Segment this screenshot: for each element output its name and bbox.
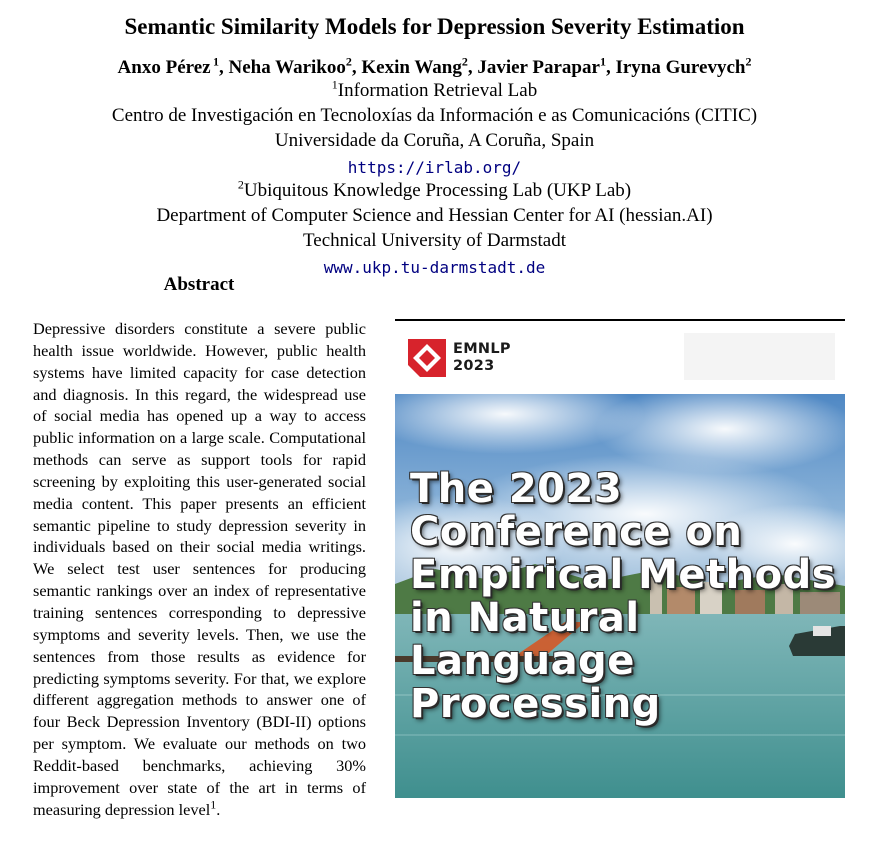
affiliation-1-line2: Centro de Investigación en Tecnoloxías da Información e as Comunicacións (CITIC) bbox=[111, 105, 758, 126]
author-list: Anxo Pérez $^1$, Neha Warikoo$^2$, Kexin Wang$^2$, Javier Parapar$^1$, Iryna Gurevych$^2$ bbox=[117, 54, 752, 78]
emnlp-logo-text: EMNLP 2023 bbox=[453, 341, 511, 374]
author-name: Kexin Wang bbox=[361, 57, 462, 78]
abstract-body-text: Depressive disorders constitute a severe public health issue worldwide. However, public health systems have limited capacity for case detection and diagnosis. In this regard, the widespread use of social media has opened up a way to access public information on a large scale. Computational methods can serve as support tools for rapid screening by exploiting this user-generated social media content. This paper presents an efficient semantic pipeline to study depression severity in individuals based on their social media writings. We select test user sentences for producing semantic rankings over an index of representative training sentences corresponding to depressive symptoms and severity levels. Then, we use the sentences from those results as evidence for predicting symptoms severity. For that, we explore different aggregation methods to answer one of four Beck Depression Inventory (BDI-II) options per symptom. We evaluate our methods on two Reddit-based benchmarks, achieving 30% improvement over state of the art in terms of measuring depression level bbox=[33, 319, 366, 819]
affiliation-2-name: $^2$Ubiquitous Knowledge Processing Lab (UKP Lab) bbox=[237, 177, 632, 201]
author-affiliation-marker: 2 bbox=[461, 54, 468, 69]
author-name: Neha Warikoo bbox=[228, 57, 346, 78]
affiliation-2-marker: 2 bbox=[237, 177, 244, 192]
affiliation-1-url[interactable]: https://irlab.org/ bbox=[347, 158, 522, 177]
author-affiliation-marker: 1 bbox=[210, 54, 219, 69]
author-affiliation-marker: 2 bbox=[345, 54, 352, 69]
logo-placeholder-box bbox=[684, 333, 835, 380]
emnlp-logo-icon bbox=[408, 339, 446, 377]
abstract-text bbox=[33, 318, 366, 820]
author-affiliation-marker: 2 bbox=[745, 54, 752, 69]
affiliation-1-line3: Universidade da Coruña, A Coruña, Spain bbox=[274, 130, 595, 151]
abstract-end: . bbox=[216, 799, 221, 819]
author-affiliation-marker: 1 bbox=[599, 54, 606, 69]
poster-title: The 2023 Conference on Empirical Methods in Natural Language Processing bbox=[410, 466, 837, 727]
column-rule bbox=[395, 319, 845, 321]
affiliation-2-url[interactable]: www.ukp.tu-darmstadt.de bbox=[323, 258, 546, 277]
emnlp-banner bbox=[395, 322, 845, 394]
conference-poster-image bbox=[395, 394, 845, 798]
affiliation-2-line3: Technical University of Darmstadt bbox=[302, 230, 566, 251]
footnote-marker[interactable]: 1 bbox=[210, 797, 217, 812]
author-name: Iryna Gurevych bbox=[615, 57, 746, 78]
author-name: Javier Parapar bbox=[477, 57, 600, 78]
abstract-heading: Abstract bbox=[163, 274, 235, 295]
affiliation-1-name: $^1$Information Retrieval Lab bbox=[331, 77, 538, 101]
water-ripple bbox=[395, 734, 845, 736]
paper-title: Semantic Similarity Models for Depression Severity Estimation bbox=[124, 14, 745, 39]
affiliation-2-line2: Department of Computer Science and Hessian Center for AI (hessian.AI) bbox=[156, 205, 713, 226]
author-name: Anxo Pérez bbox=[117, 57, 211, 78]
affiliation-1-marker: 1 bbox=[331, 77, 338, 92]
